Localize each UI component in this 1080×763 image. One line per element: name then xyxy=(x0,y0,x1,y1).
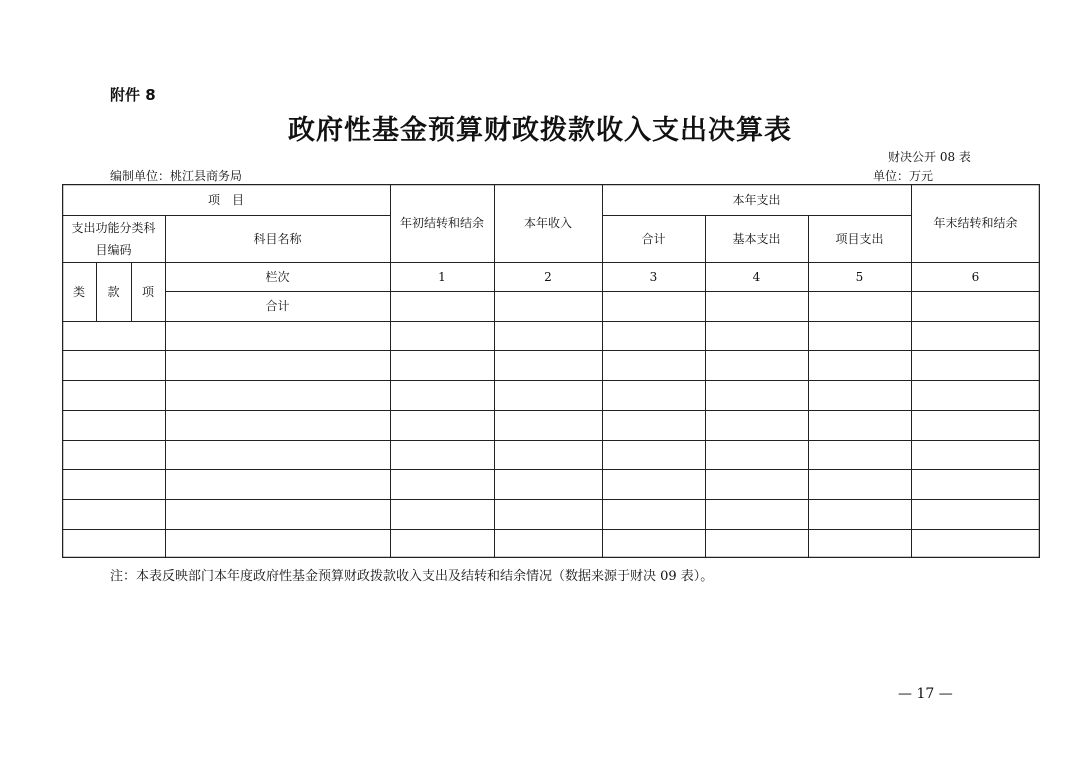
class-col-xiang: 项 xyxy=(141,284,154,299)
total-row-label: 合计 xyxy=(265,299,290,313)
col-number-4: 4 xyxy=(752,269,761,284)
settlement-table xyxy=(62,184,1040,558)
org-label: 编制单位：桃江县商务局 xyxy=(110,169,243,183)
func-code-header: 支出功能分类科目编码 xyxy=(71,220,156,257)
begin-balance-header: 年初结转和结余 xyxy=(399,216,484,230)
page-number: — 17 — xyxy=(898,686,953,702)
end-balance-header: 年末结转和结余 xyxy=(933,216,1018,230)
col-number-6: 6 xyxy=(971,269,980,284)
col-number-3: 3 xyxy=(649,269,658,284)
col-number-1: 1 xyxy=(438,269,446,284)
col-number-2: 2 xyxy=(544,269,552,284)
class-col-lei: 类 xyxy=(72,284,85,299)
form-code: 财决公开 08 表 xyxy=(888,150,971,164)
unit-label: 单位：万元 xyxy=(873,169,934,183)
item-header: 项 目 xyxy=(207,192,244,207)
project-expense-header: 项目支出 xyxy=(835,231,884,246)
expense-total-header: 合计 xyxy=(641,231,666,246)
row-label-lanci: 栏次 xyxy=(265,269,290,284)
page-title: 政府性基金预算财政拨款收入支出决算表 xyxy=(288,115,792,146)
subject-name-header: 科目名称 xyxy=(253,231,302,246)
expense-group-header: 本年支出 xyxy=(732,192,781,207)
basic-expense-header: 基本支出 xyxy=(732,231,781,246)
attachment-label: 附件 8 xyxy=(110,86,156,104)
class-col-kuan: 款 xyxy=(107,284,120,299)
col-number-5: 5 xyxy=(855,269,864,284)
income-header: 本年收入 xyxy=(523,216,572,230)
footnote: 注：本表反映部门本年度政府性基金预算财政拨款收入支出及结转和结余情况（数据来源于财决 09 表）。 xyxy=(110,569,714,584)
